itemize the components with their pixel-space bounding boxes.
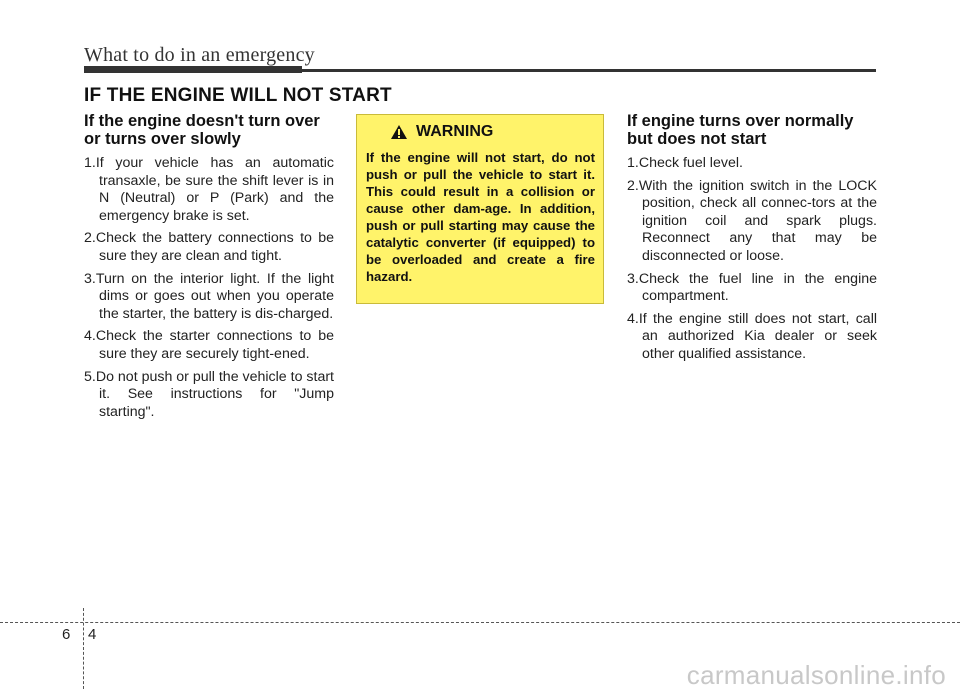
footer-vertical-divider bbox=[83, 608, 84, 689]
header-title: What to do in an emergency bbox=[84, 44, 315, 66]
left-column bbox=[84, 112, 334, 426]
page-number: 4 bbox=[88, 626, 97, 643]
warning-triangle-icon bbox=[390, 124, 408, 140]
list-item: 3.Turn on the interior light. If the light dims or goes out when you operate the starter, the battery is dis-charged. bbox=[84, 270, 334, 322]
chapter-number: 6 bbox=[62, 626, 71, 643]
list-item: 4.If the engine still does not start, call an authorized Kia dealer or seek other qualified assistance. bbox=[627, 310, 877, 362]
list-item: 5.Do not push or pull the vehicle to start it. See instructions for "Jump starting". bbox=[84, 368, 334, 420]
left-steps-list bbox=[84, 155, 334, 421]
warning-box bbox=[356, 114, 604, 304]
warning-header bbox=[390, 123, 595, 141]
list-item: 1.If your vehicle has an automatic transaxle, be sure the shift lever is in N (Neutral) or P (Park) and the emergency brake is set. bbox=[84, 155, 334, 224]
list-item: 1.Check fuel level. bbox=[627, 155, 743, 171]
watermark: carmanualsonline.info bbox=[686, 660, 946, 690]
footer-divider bbox=[0, 622, 960, 623]
right-column bbox=[627, 112, 877, 369]
left-sub-heading: If the engine doesn't turn over or turns over slowly bbox=[84, 112, 320, 148]
warning-text: If the engine will not start, do not push or pull the vehicle to start it. This could result in a collision or cause other dam-age. In addition, push or pull starting may cause the catalytic converter (if equipped) to be overloaded and create a fire hazard. bbox=[366, 150, 595, 284]
list-item: 3.Check the fuel line in the engine compartment. bbox=[627, 270, 877, 305]
list-item: 2.Check the battery connections to be sure they are clean and tight. bbox=[84, 230, 334, 264]
header-rule bbox=[84, 69, 876, 72]
right-sub-heading: If engine turns over normally but does not start bbox=[627, 112, 854, 148]
list-item: 4.Check the starter connections to be sure they are securely tight-ened. bbox=[84, 328, 334, 362]
right-steps-list bbox=[627, 155, 877, 364]
section-title: IF THE ENGINE WILL NOT START bbox=[84, 85, 392, 106]
list-item: 2.With the ignition switch in the LOCK position, check all connec-tors at the ignition coil and spark plugs. Reconnect any that may be disconnected or loose. bbox=[627, 177, 877, 264]
warning-label: WARNING bbox=[416, 123, 494, 140]
